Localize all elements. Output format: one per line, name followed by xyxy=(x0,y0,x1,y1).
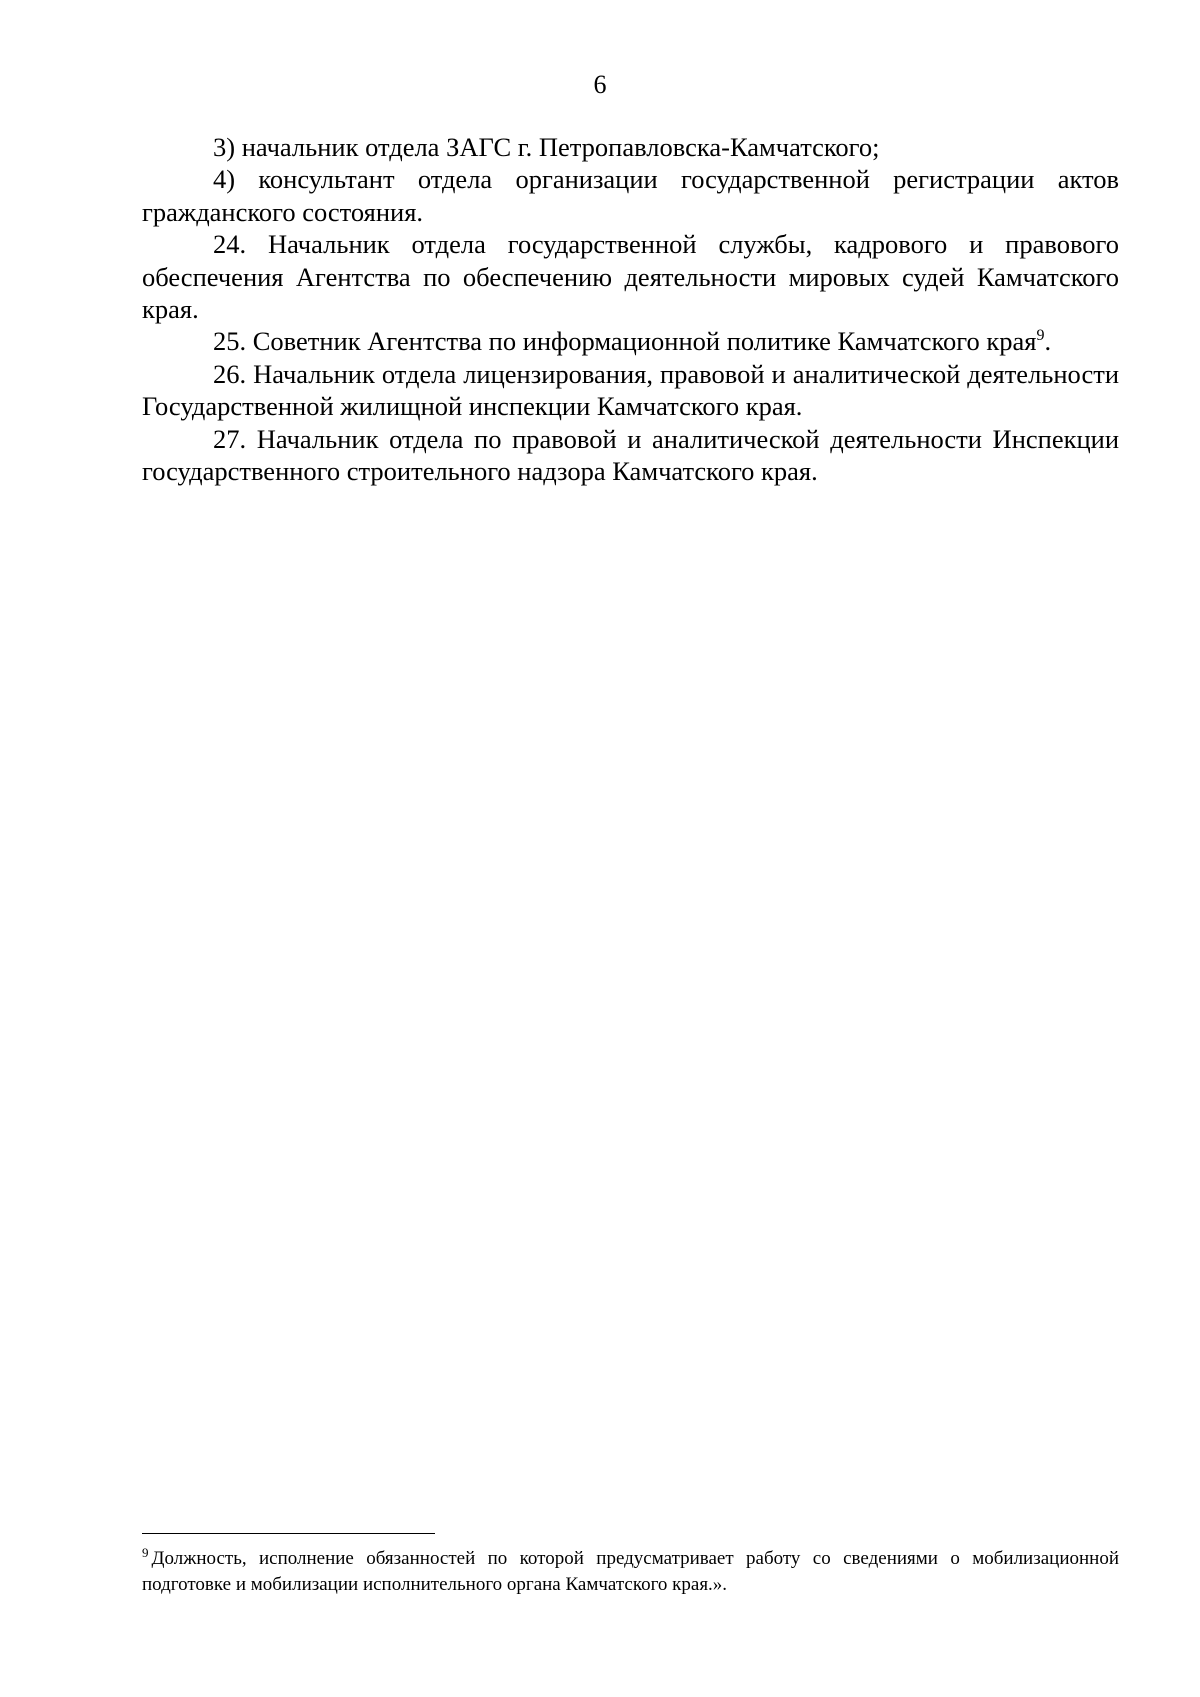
paragraph-end-punctuation: . xyxy=(1044,326,1052,357)
footnote-divider xyxy=(142,1533,435,1534)
page-number: 6 xyxy=(593,70,607,99)
footnote-text: Должность, исполнение обязанностей по которой предусматривает работу со сведениями о мобилизационной подготовке и мобилизации исполнительного органа Камчатского края.». xyxy=(142,1548,1119,1595)
list-item: 3) начальник отдела ЗАГС г. Петропавловска-Камчатского; xyxy=(213,132,880,162)
footnote-marker: 9 xyxy=(142,1544,149,1560)
paragraph-text: 25. Советник Агентства по информационной политике Камчатского края xyxy=(213,326,1037,357)
document-body xyxy=(142,131,1119,487)
footnote xyxy=(142,1546,1119,1598)
list-item: 4) консультант отдела организации государственной регистрации актов гражданского состояния. xyxy=(142,164,1119,227)
list-item xyxy=(142,325,1119,357)
list-item: 24. Начальник отдела государственной службы, кадрового и правового обеспечения Агентства по обеспечению деятельности мировых судей Камчатского края. xyxy=(142,229,1119,325)
footnote-reference[interactable]: 9 xyxy=(1036,327,1045,345)
list-item: 26. Начальник отдела лицензирования, правовой и аналитической деятельности Государственной жилищной инспекции Камчатского края. xyxy=(142,358,1119,422)
list-item: 27. Начальник отдела по правовой и аналитической деятельности Инспекции государственного строительного надзора Камчатского края. xyxy=(142,423,1119,487)
